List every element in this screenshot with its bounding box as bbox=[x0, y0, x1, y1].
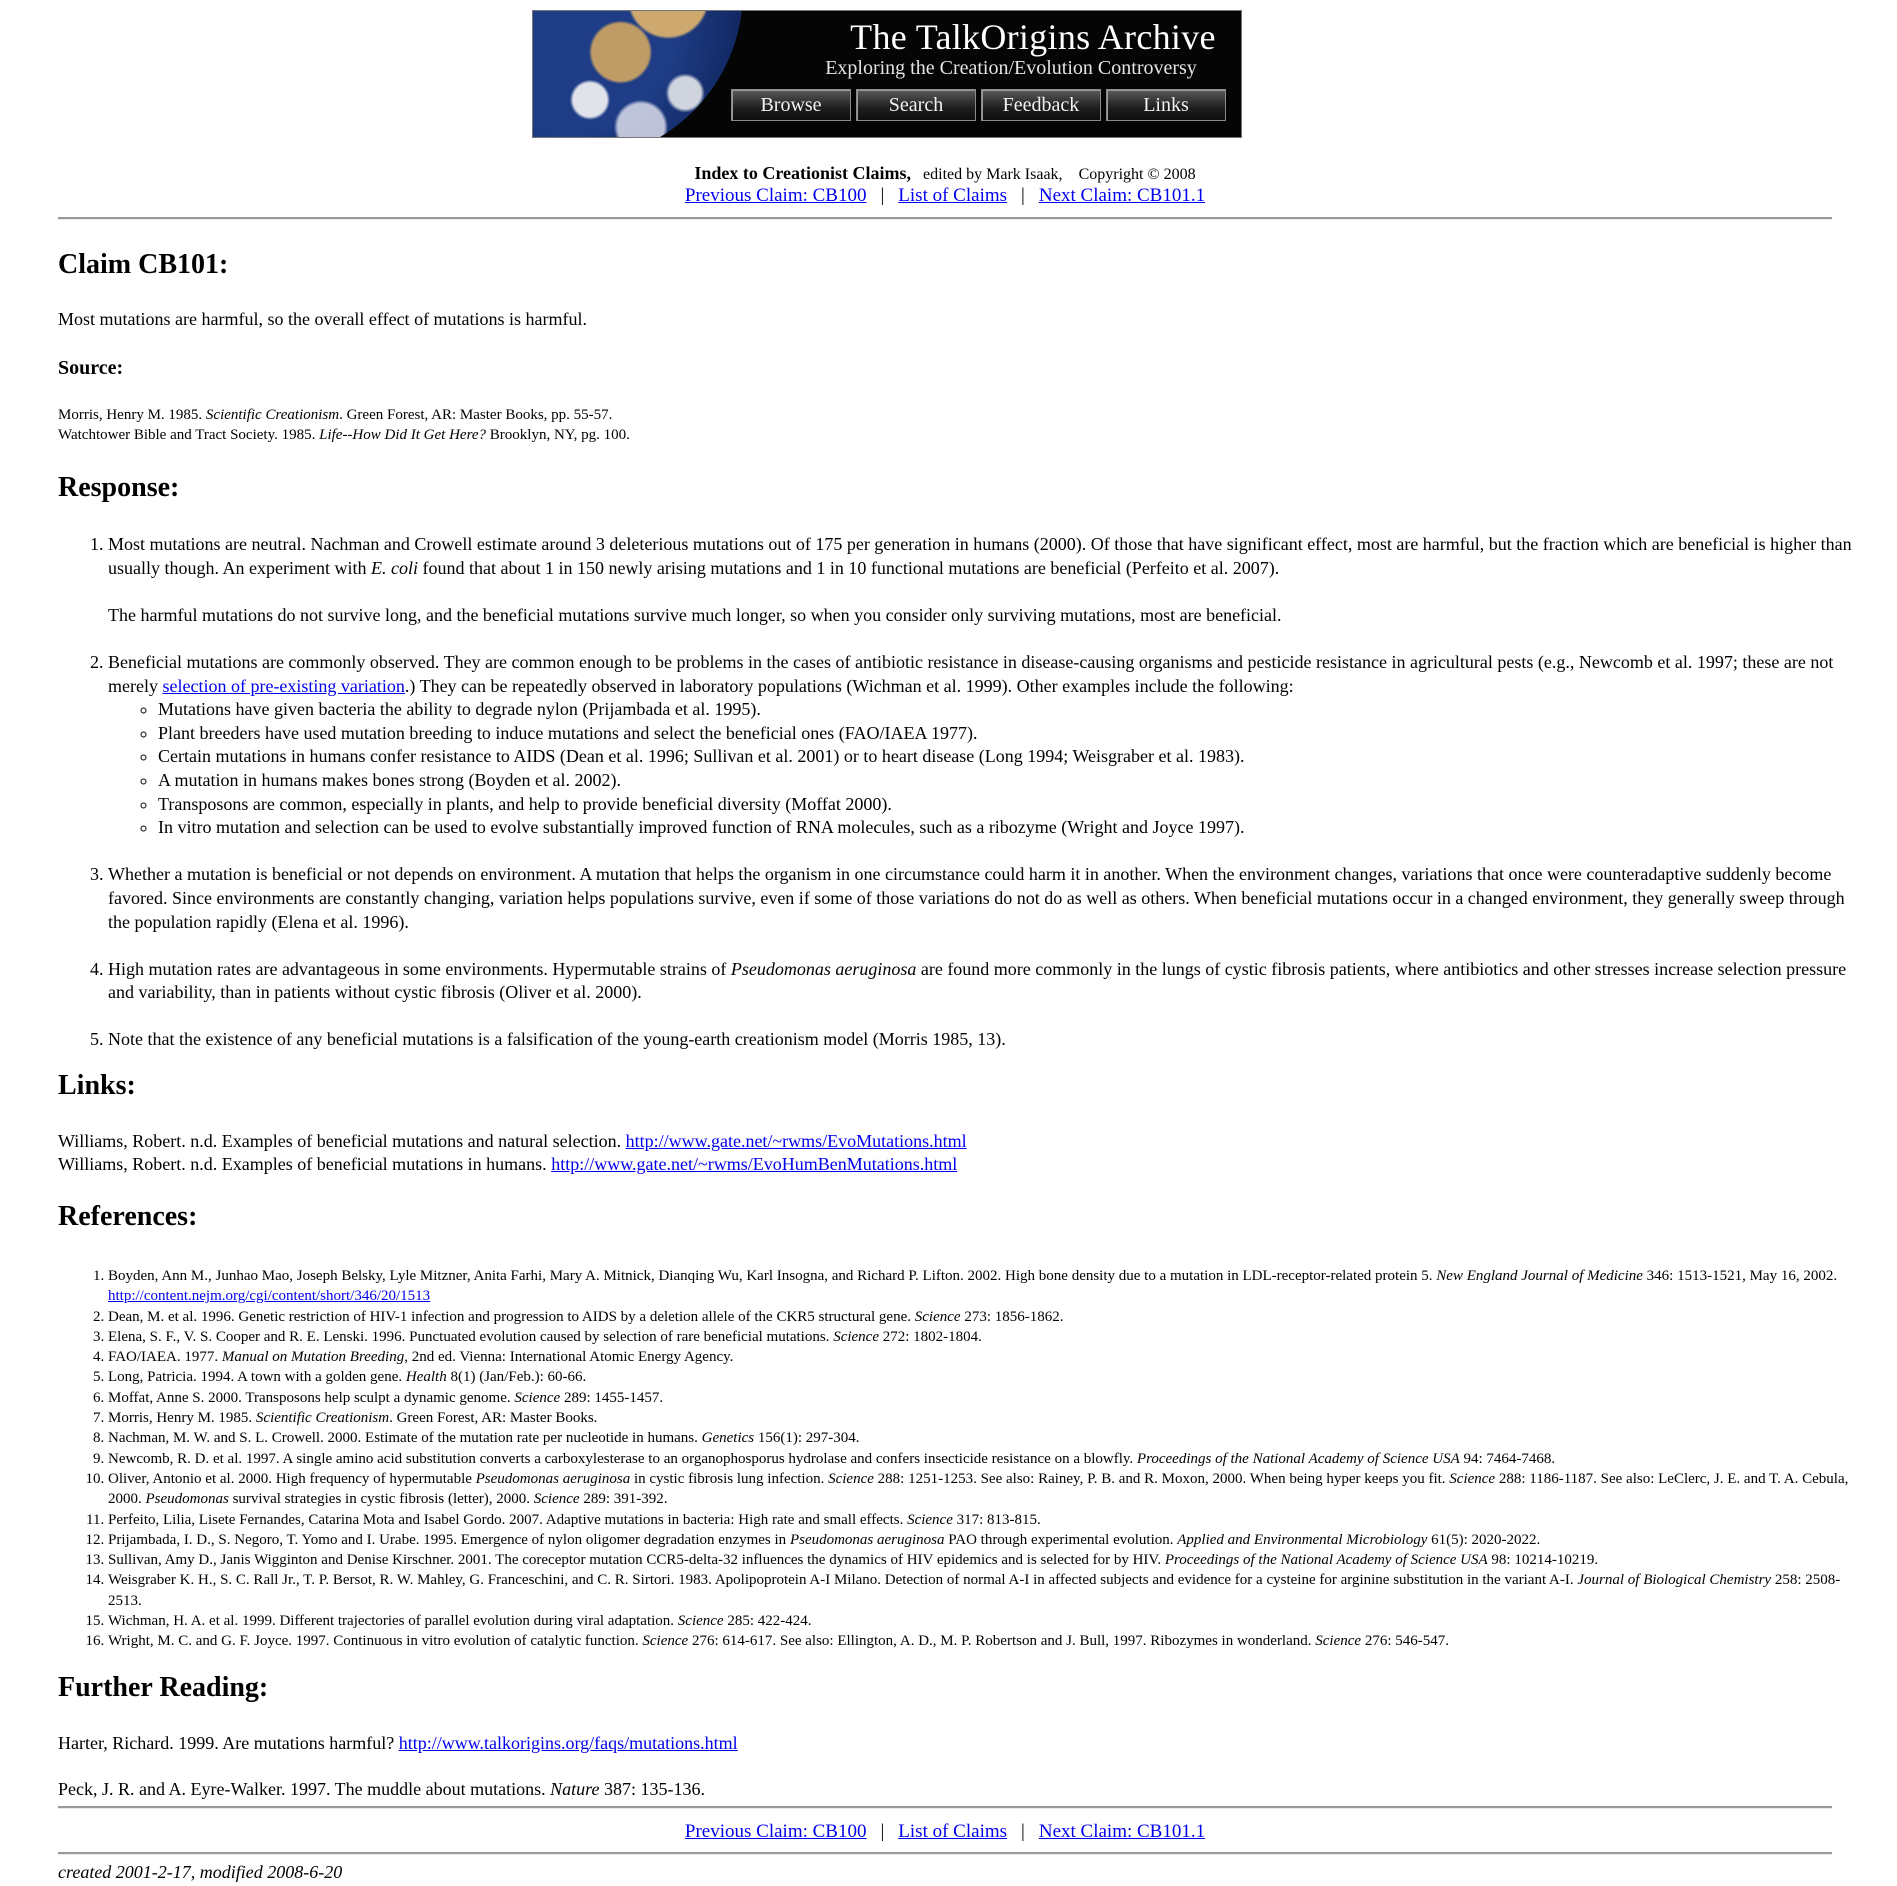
response-item: 5. Note that the existence of any beneficial mutations is a falsification of the young-earth creationism model (Morris 1985, 13). bbox=[108, 1028, 1858, 1052]
prev-claim-link[interactable]: Previous Claim: CB100 bbox=[684, 185, 867, 206]
reference-item: 11. Perfeito, Lilia, Lisete Fernandes, Catarina Mota and Isabel Gordo. 2007. Adaptive mutations in bacteria: High rate and small effects. Science 317: 813-815. bbox=[108, 1510, 1870, 1530]
evo-human-mutations-link[interactable]: http://www.gate.net/~rwms/EvoHumBenMutations.html bbox=[551, 1154, 958, 1174]
divider bbox=[58, 1852, 1832, 1855]
further-reading-item: Harter, Richard. 1999. Are mutations harmful? http://www.talkorigins.org/faqs/mutations.html bbox=[58, 1733, 738, 1753]
reference-item: 10. Oliver, Antonio et al. 2000. High frequency of hypermutable Pseudomonas aeruginosa in cystic fibrosis lung infection. Science 288: 1251-1253. See also: Rainey, P. B. and R. Moxon, 2000. When being hyper keeps you fit. Science 288: 1186-1187. See also: LeClerc, J. E. and T. A. Cebula, 2000. Pseudomonas survival strategies in cystic fibrosis (letter), 2000. Science 289: 391-392. bbox=[108, 1469, 1870, 1510]
mutations-faq-link[interactable]: http://www.talkorigins.org/faqs/mutations.html bbox=[398, 1733, 738, 1753]
links-list bbox=[58, 1130, 967, 1176]
references-list bbox=[58, 1266, 1870, 1652]
reference-item: 4. FAO/IAEA. 1977. Manual on Mutation Breeding, 2nd ed. Vienna: International Atomic Energy Agency. bbox=[108, 1347, 1870, 1367]
nav-separator: | bbox=[880, 185, 885, 206]
list-of-claims-link[interactable]: List of Claims bbox=[898, 185, 1008, 206]
reference-item: 16. Wright, M. C. and G. F. Joyce. 1997. Continuous in vitro evolution of catalytic function. Science 276: 614-617. See also: Ellington, A. D., M. P. Robertson and J. Bull, 1997. Ribozymes in wonderland. Science 276: 546-547. bbox=[108, 1631, 1870, 1651]
copyright: Copyright © 2008 bbox=[1078, 166, 1196, 183]
nav-separator: | bbox=[880, 1821, 885, 1842]
claim-nav-top bbox=[58, 184, 1832, 208]
reference-item: 3. Elena, S. F., V. S. Cooper and R. E. Lenski. 1996. Punctuated evolution caused by selection of rare beneficial mutations. Science 272: 1802-1804. bbox=[108, 1327, 1870, 1347]
example-item: ◦ Mutations have given bacteria the ability to degrade nylon (Prijambada et al. 1995). bbox=[158, 698, 1858, 722]
reference-item: 8. Nachman, M. W. and S. L. Crowell. 2000. Estimate of the mutation rate per nucleotide in humans. Genetics 156(1): 297-304. bbox=[108, 1428, 1870, 1448]
references-heading: References: bbox=[58, 1201, 198, 1232]
further-reading-item: Peck, J. R. and A. Eyre-Walker. 1997. The muddle about mutations. Nature 387: 135-136. bbox=[58, 1779, 705, 1799]
links-button[interactable]: Links bbox=[1106, 89, 1226, 121]
evo-mutations-link[interactable]: http://www.gate.net/~rwms/EvoMutations.html bbox=[625, 1131, 967, 1151]
reference-item: 5. Long, Patricia. 1994. A town with a golden gene. Health 8(1) (Jan/Feb.): 60-66. bbox=[108, 1367, 1870, 1387]
index-title: Index to Creationist Claims, bbox=[694, 163, 912, 183]
page-dates: created 2001-2-17, modified 2008-6-20 bbox=[58, 1862, 343, 1882]
reference-item: 14. Weisgraber K. H., S. C. Rall Jr., T. P. Bersot, R. W. Mahley, G. Franceschini, and C. R. Sirtori. 1983. Apolipoprotein A-I Milano. Detection of normal A-I in affected subjects and evidence for a cysteine for arginine substitution in the variant A-I. Journal of Biological Chemistry 258: 2508-2513. bbox=[108, 1570, 1870, 1611]
response-item: 3. Whether a mutation is beneficial or not depends on environment. A mutation that helps the organism in one circumstance could harm it in another. When the environment changes, variations that once were counteradaptive suddenly become favored. Since environments are constantly changing, variation helps populations survive, even if some of those variations do not do as well as others. When beneficial mutations occur in a changed environment, they generally sweep through the population rapidly (Elena et al. 1996). bbox=[108, 863, 1858, 934]
links-heading: Links: bbox=[58, 1070, 136, 1101]
reference-item: 13. Sullivan, Amy D., Janis Wigginton and Denise Kirschner. 2001. The coreceptor mutation CCR5-delta-32 influences the dynamics of HIV epidemics and is selected for by HIV. Proceedings of the National Academy of Science USA 98: 10214-10219. bbox=[108, 1550, 1870, 1570]
index-header bbox=[58, 162, 1832, 186]
example-item: ◦ In vitro mutation and selection can be used to evolve substantially improved function of RNA molecules, such as a ribozyme (Wright and Joyce 1997). bbox=[158, 816, 1858, 840]
site-title: The TalkOrigins Archive bbox=[850, 17, 1216, 57]
site-banner bbox=[532, 10, 1242, 138]
prev-claim-link[interactable]: Previous Claim: CB100 bbox=[684, 1821, 867, 1842]
reference-item: 12. Prijambada, I. D., S. Negoro, T. Yomo and I. Urabe. 1995. Emergence of nylon oligomer degradation enzymes in Pseudomonas aeruginosa PAO through experimental evolution. Applied and Environmental Microbiology 61(5): 2020-2022. bbox=[108, 1530, 1870, 1550]
response-paragraph: The harmful mutations do not survive long, and the beneficial mutations survive much longer, so when you consider only surviving mutations, most are beneficial. bbox=[108, 604, 1282, 625]
link-item: Williams, Robert. n.d. Examples of beneficial mutations in humans. http://www.gate.net/~rwms/EvoHumBenMutations.html bbox=[58, 1154, 958, 1174]
response-item: 4. High mutation rates are advantageous in some environments. Hypermutable strains of Pseudomonas aeruginosa are found more commonly in the lungs of cystic fibrosis patients, where antibiotics and other stresses increase selection pressure and variability, than in patients without cystic fibrosis (Oliver et al. 2000). bbox=[108, 958, 1858, 1005]
claim-heading: Claim CB101: bbox=[58, 249, 229, 280]
nav-separator: | bbox=[1021, 185, 1025, 206]
nav-separator: | bbox=[1021, 1821, 1025, 1842]
list-of-claims-link[interactable]: List of Claims bbox=[898, 1821, 1008, 1842]
further-reading-heading: Further Reading: bbox=[58, 1672, 269, 1703]
editor-credit: edited by Mark Isaak, bbox=[923, 166, 1063, 183]
link-item: Williams, Robert. n.d. Examples of beneficial mutations and natural selection. http://www.gate.net/~rwms/EvoMutations.html bbox=[58, 1131, 967, 1151]
next-claim-link[interactable]: Next Claim: CB101.1 bbox=[1038, 1821, 1206, 1842]
source-heading: Source: bbox=[58, 357, 124, 379]
claim-text: Most mutations are harmful, so the overall effect of mutations is harmful. bbox=[58, 309, 588, 329]
source-item: Watchtower Bible and Tract Society. 1985. Life--How Did It Get Here? Brooklyn, NY, pg. 100. bbox=[58, 427, 630, 443]
response-list bbox=[58, 533, 1858, 1076]
divider bbox=[58, 1806, 1832, 1809]
claim-nav-bottom bbox=[58, 1820, 1832, 1844]
examples-list bbox=[108, 698, 1858, 840]
reference-item: 6. Moffat, Anne S. 2000. Transposons help sculpt a dynamic genome. Science 289: 1455-1457. bbox=[108, 1388, 1870, 1408]
reference-item: 1. Boyden, Ann M., Junhao Mao, Joseph Belsky, Lyle Mitzner, Anita Farhi, Mary A. Mitnick, Dianqing Wu, Karl Insogna, and Richard P. Lifton. 2002. High bone density due to a mutation in LDL-receptor-related protein 5. New England Journal of Medicine 346: 1513-1521, May 16, 2002. http://content.nejm.org/cgi/content/short/346/20/1513 bbox=[108, 1266, 1870, 1307]
response-item: 2. Beneficial mutations are commonly observed. They are common enough to be problems in the cases of antibiotic resistance in disease-causing organisms and pesticide resistance in agricultural pests (e.g., Newcomb et al. 1997; these are not merely selection of pre-existing variation.) They can be repeatedly observed in laboratory populations (Wichman et al. 1999). Other examples include the following: ◦ Mutations have given bacteria the ability to degrade nylon (Prijambada et al. 1995). ◦ Plant breeders have used mutation breeding to induce mutations and select the beneficial ones (FAO/IAEA 1977). ◦ Certain mutations in humans confer resistance to AIDS (Dean et al. 1996; Sullivan et al. 2001) or to heart disease (Long 1994; Weisgraber et al. 1983). ◦ A mutation in humans makes bones strong (Boyden et al. 2002). ◦ Transposons are common, especially in plants, and help to provide beneficial diversity (Moffat 2000). ◦ In vitro mutation and selection can be used to evolve substantially improved function of RNA molecules, such as a ribozyme (Wright and Joyce 1997). bbox=[108, 651, 1858, 840]
response-heading: Response: bbox=[58, 472, 180, 503]
browse-button[interactable]: Browse bbox=[731, 89, 851, 121]
next-claim-link[interactable]: Next Claim: CB101.1 bbox=[1038, 185, 1206, 206]
pre-existing-variation-link[interactable]: selection of pre-existing variation bbox=[162, 675, 405, 696]
example-item: ◦ A mutation in humans makes bones strong (Boyden et al. 2002). bbox=[158, 769, 1858, 793]
example-item: ◦ Plant breeders have used mutation breeding to induce mutations and select the beneficial ones (FAO/IAEA 1977). bbox=[158, 722, 1858, 746]
example-item: ◦ Transposons are common, especially in plants, and help to provide beneficial diversity (Moffat 2000). bbox=[158, 793, 1858, 817]
reference-item: 7. Morris, Henry M. 1985. Scientific Creationism. Green Forest, AR: Master Books. bbox=[108, 1408, 1870, 1428]
reference-item: 2. Dean, M. et al. 1996. Genetic restriction of HIV-1 infection and progression to AIDS by a deletion allele of the CKR5 structural gene. Science 273: 1856-1862. bbox=[108, 1307, 1870, 1327]
source-item: Morris, Henry M. 1985. Scientific Creationism. Green Forest, AR: Master Books, pp. 55-57. bbox=[58, 407, 613, 423]
banner-nav bbox=[731, 89, 1226, 121]
nejm-link[interactable]: http://content.nejm.org/cgi/content/short/346/20/1513 bbox=[108, 1288, 431, 1305]
divider bbox=[58, 217, 1832, 220]
source-list bbox=[58, 405, 630, 445]
search-button[interactable]: Search bbox=[856, 89, 976, 121]
site-subtitle: Exploring the Creation/Evolution Controversy bbox=[825, 57, 1197, 79]
example-item: ◦ Certain mutations in humans confer resistance to AIDS (Dean et al. 1996; Sullivan et al. 2001) or to heart disease (Long 1994; Weisgraber et al. 1983). bbox=[158, 745, 1858, 769]
response-item: 1. Most mutations are neutral. Nachman and Crowell estimate around 3 deleterious mutations out of 175 per generation in humans (2000). Of those that have significant effect, most are harmful, but the fraction which are beneficial is higher than usually though. An experiment with E. coli found that about 1 in 150 newly arising mutations and 1 in 10 functional mutations are beneficial (Perfeito et al. 2007). The harmful mutations do not survive long, and the beneficial mutations survive much longer, so when you consider only surviving mutations, most are beneficial. bbox=[108, 533, 1858, 627]
reference-item: 9. Newcomb, R. D. et al. 1997. A single amino acid substitution converts a carboxylesterase to an organophosporus hydrolase and confers insecticide resistance on a blowfly. Proceedings of the National Academy of Science USA 94: 7464-7468. bbox=[108, 1449, 1870, 1469]
earth-image bbox=[532, 10, 743, 138]
feedback-button[interactable]: Feedback bbox=[981, 89, 1101, 121]
reference-item: 15. Wichman, H. A. et al. 1999. Different trajectories of parallel evolution during viral adaptation. Science 285: 422-424. bbox=[108, 1611, 1870, 1631]
